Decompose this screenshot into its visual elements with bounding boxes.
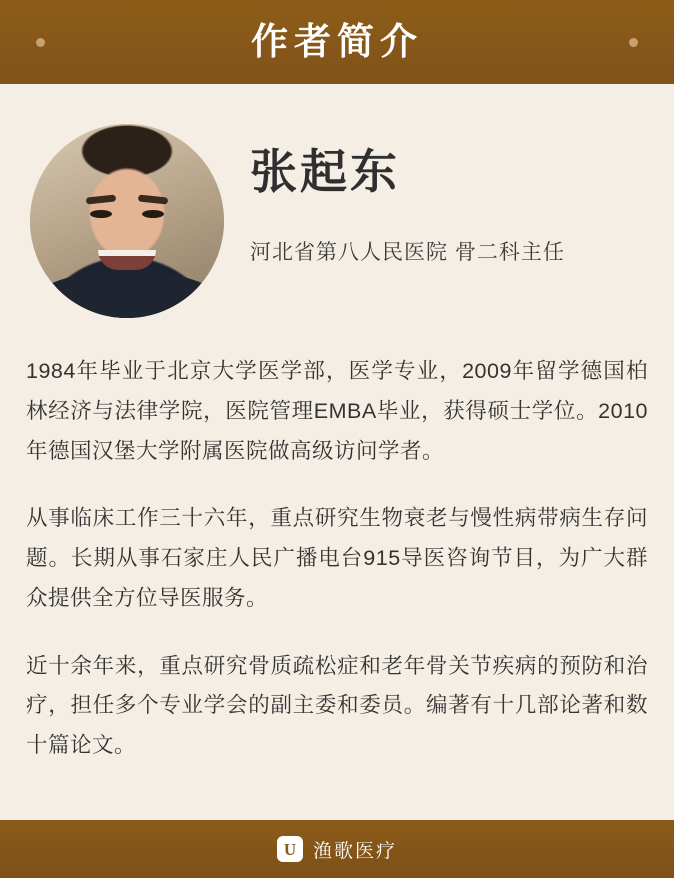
brand-logo-icon: U: [277, 836, 303, 862]
page-title: 作者简介: [251, 21, 423, 63]
header-banner: [0, 0, 674, 84]
footer-bar: [0, 820, 674, 878]
decorative-dot-right-icon: [629, 38, 638, 47]
bio-paragraph-1: 1984年毕业于北京大学医学部，医学专业，2009年留学德国柏林经济与法律学院，医院管理EMBA毕业，获得硕士学位。2010年德国汉堡大学附属医院做高级访问学者。: [26, 359, 648, 463]
person-name: 张起东: [250, 147, 400, 199]
bio-paragraph-3: 近十余年来，重点研究骨质疏松症和老年骨关节疾病的预防和治疗，担任多个专业学会的副主委和委员。编著有十几部论著和数十篇论文。: [26, 653, 648, 758]
profile-section: [0, 84, 674, 318]
person-title: 河北省第八人民医院 骨二科主任: [250, 240, 565, 264]
bio-section: [0, 318, 674, 820]
avatar-eye-right: [142, 210, 164, 218]
decorative-dot-left-icon: [36, 38, 45, 47]
name-block: [224, 124, 644, 266]
bio-paragraph-2: 从事临床工作三十六年，重点研究生物衰老与慢性病带病生存问题。长期从事石家庄人民广播电台915导医咨询节目，为广大群众提供全方位导医服务。: [26, 506, 648, 610]
brand-name: 渔歌医疗: [312, 840, 397, 862]
avatar: [30, 124, 224, 318]
avatar-eye-left: [90, 210, 112, 218]
